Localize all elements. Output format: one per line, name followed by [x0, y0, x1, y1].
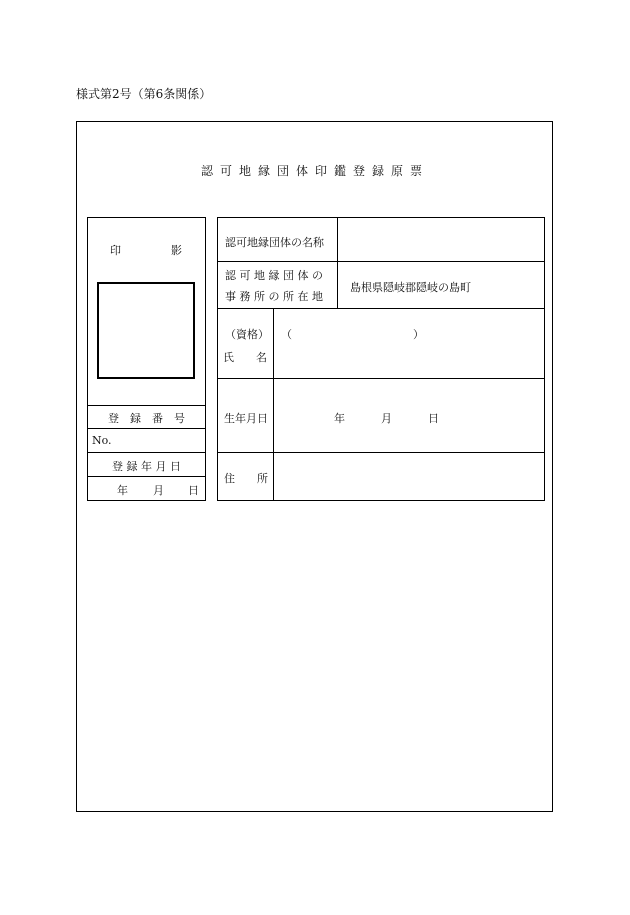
group-name-label: 認可地縁団体の名称	[225, 236, 324, 249]
seal-divider-2	[87, 428, 206, 429]
info-row-divider-2	[217, 308, 545, 309]
birthdate-label: 生年月日	[224, 412, 268, 425]
reg-date-month: 月	[153, 484, 164, 497]
address-label: 住 所	[224, 472, 268, 485]
birth-year: 年	[334, 412, 345, 425]
birth-day: 日	[428, 412, 439, 425]
seal-label-in: 印	[110, 244, 121, 257]
seal-impression-box	[97, 282, 195, 379]
qualification-close-paren: ）	[413, 328, 424, 341]
seal-divider-4	[87, 476, 206, 477]
office-label-line2: 事 務 所 の 所 在 地	[225, 290, 323, 303]
reg-date-day: 日	[188, 484, 199, 497]
reg-date-label: 登 録 年 月 日	[112, 460, 181, 473]
person-name-label: 氏 名	[223, 351, 267, 364]
seal-divider-1	[87, 405, 206, 406]
reg-number-label: 登 録 番 号	[108, 412, 185, 425]
info-row-divider-1	[217, 261, 545, 262]
document-title: 認可地縁団体印鑑登録原票	[200, 164, 429, 178]
info-col-divider-bottom	[273, 308, 274, 501]
office-address-value[interactable]: 島根県隠岐郡隠岐の島町	[350, 281, 471, 294]
info-row-divider-4	[217, 452, 545, 453]
info-col-divider-top	[337, 217, 338, 308]
qualification-label: （資格）	[225, 328, 269, 341]
seal-label-kage: 影	[171, 244, 182, 257]
seal-divider-3	[87, 452, 206, 453]
birth-month: 月	[381, 412, 392, 425]
office-label-line1: 認 可 地 縁 団 体 の	[225, 269, 323, 282]
form-reference: 様式第2号（第6条関係）	[76, 87, 212, 101]
info-row-divider-3	[217, 378, 545, 379]
qualification-open-paren: （	[281, 328, 292, 341]
reg-date-year: 年	[117, 484, 128, 497]
reg-number-value: No.	[92, 434, 112, 447]
